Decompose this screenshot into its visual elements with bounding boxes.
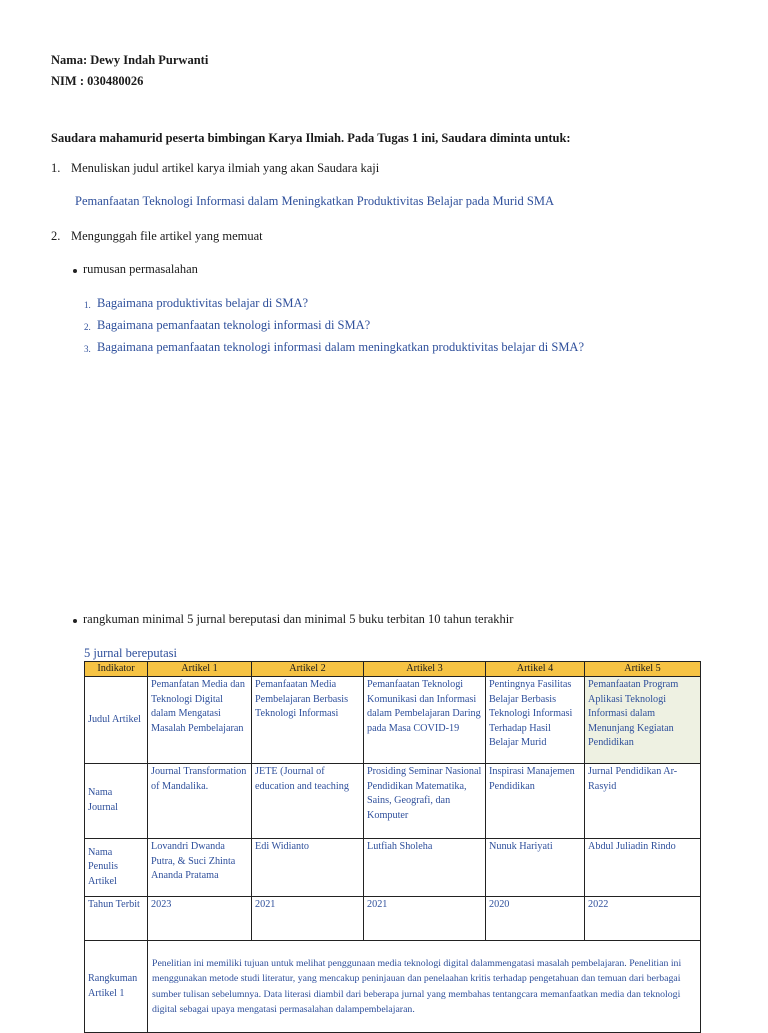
table-cell: 2021 [364,897,486,941]
question-number: 2. [84,322,91,332]
row-indicator: Rangkuman Artikel 1 [85,941,148,1033]
row-indicator: Tahun Terbit [85,897,148,941]
table-cell: Journal Transformation of Mandalika. [148,764,252,839]
table-cell: Edi Widianto [252,839,364,897]
question-number: 3. [84,344,91,354]
table-cell: 2021 [252,897,364,941]
task2-text: Mengunggah file artikel yang memuat [71,229,263,243]
table-cell: Lutfiah Sholeha [364,839,486,897]
table-row [85,897,701,941]
question-item: Bagaimana produktivitas belajar di SMA? [97,296,309,310]
table-row [85,941,701,1033]
journal-table [84,661,701,1033]
table-cell: Pemanfaatan Program Aplikasi Teknologi Informasi dalam Menunjang Kegiatan Pendidikan [585,677,701,764]
table-row [85,677,701,764]
row-indicator: Nama Penulis Artikel [85,839,148,897]
table-cell: Pemanfaatan Media Pembelajaran Berbasis Teknologi Informasi [252,677,364,764]
question-item: Bagaimana pemanfaatan teknologi informasi dalam meningkatkan produktivitas belajar di SMA? [97,340,585,354]
table-header-row [85,662,701,677]
student-nim: NIM : 030480026 [51,74,144,88]
header-artikel-4: Artikel 4 [486,662,585,677]
header-artikel-5: Artikel 5 [585,662,701,677]
table-cell: Abdul Juliadin Rindo [585,839,701,897]
bullet-rangkuman: rangkuman minimal 5 jurnal bereputasi dan minimal 5 buku terbitan 10 tahun terakhir [83,612,514,626]
table-cell: Inspirasi Manajemen Pendidikan [486,764,585,839]
table-row [85,764,701,839]
bullet-rumusan: rumusan permasalahan [83,262,198,276]
table-cell: Jurnal Pendidikan Ar-Rasyid [585,764,701,839]
intro-text: Saudara mahamurid peserta bimbingan Karya Ilmiah. Pada Tugas 1 ini, Saudara diminta untuk: [51,131,571,145]
question-number: 1. [84,300,91,310]
table-cell: 2023 [148,897,252,941]
row-indicator: Judul Artikel [85,677,148,764]
header-artikel-2: Artikel 2 [252,662,364,677]
table-cell: 2022 [585,897,701,941]
header-artikel-1: Artikel 1 [148,662,252,677]
student-name: Nama: Dewy Indah Purwanti [51,53,209,67]
summary-cell: Penelitian ini memiliki tujuan untuk melihat penggunaan media teknologi digital dalammengatasi masalah pembelajaran. Penelitian ini menggunakan metode studi literatur, yang mencakup peninjauan dan penelaahan kritis terhadap pengetahuan dan temuan dari berbagai sumber tulisan sebelumnya. Data literasi diambil dari beberapa jurnal yang membahas tentangcara memanfaatkan media dan teknologi digital sebagai upaya mengatasi permasalahan dalampembelajaran. [148,941,701,1033]
table-cell: Lovandri Dwanda Putra, & Suci Zhinta Ananda Pratama [148,839,252,897]
table-cell: Pemanfaatan Teknologi Komunikasi dan Informasi dalam Pembelajaran Daring pada Masa COVID-19 [364,677,486,764]
bullet-icon [73,619,77,623]
row-indicator: Nama Journal [85,764,148,839]
task2-number: 2. [51,229,61,243]
article-title-answer: Pemanfaatan Teknologi Informasi dalam Meningkatkan Produktivitas Belajar pada Murid SMA [75,194,554,208]
table-caption: 5 jurnal bereputasi [84,646,178,660]
table-cell: 2020 [486,897,585,941]
task1-number: 1. [51,161,61,175]
table-row [85,839,701,897]
header-artikel-3: Artikel 3 [364,662,486,677]
table-cell: Pemanfatan Media dan Teknologi Digital dalam Mengatasi Masalah Pembelajaran [148,677,252,764]
bullet-icon [73,269,77,273]
table-cell: Nunuk Hariyati [486,839,585,897]
table-cell: JETE (Journal of education and teaching [252,764,364,839]
question-item: Bagaimana pemanfaatan teknologi informasi di SMA? [97,318,371,332]
table-cell: Pentingnya Fasilitas Belajar Berbasis Teknologi Informasi Terhadap Hasil Belajar Murid [486,677,585,764]
table-cell: Prosiding Seminar Nasional Pendidikan Matematika, Sains, Geografi, dan Komputer [364,764,486,839]
task1-text: Menuliskan judul artikel karya ilmiah yang akan Saudara kaji [71,161,380,175]
header-indikator: Indikator [85,662,148,677]
